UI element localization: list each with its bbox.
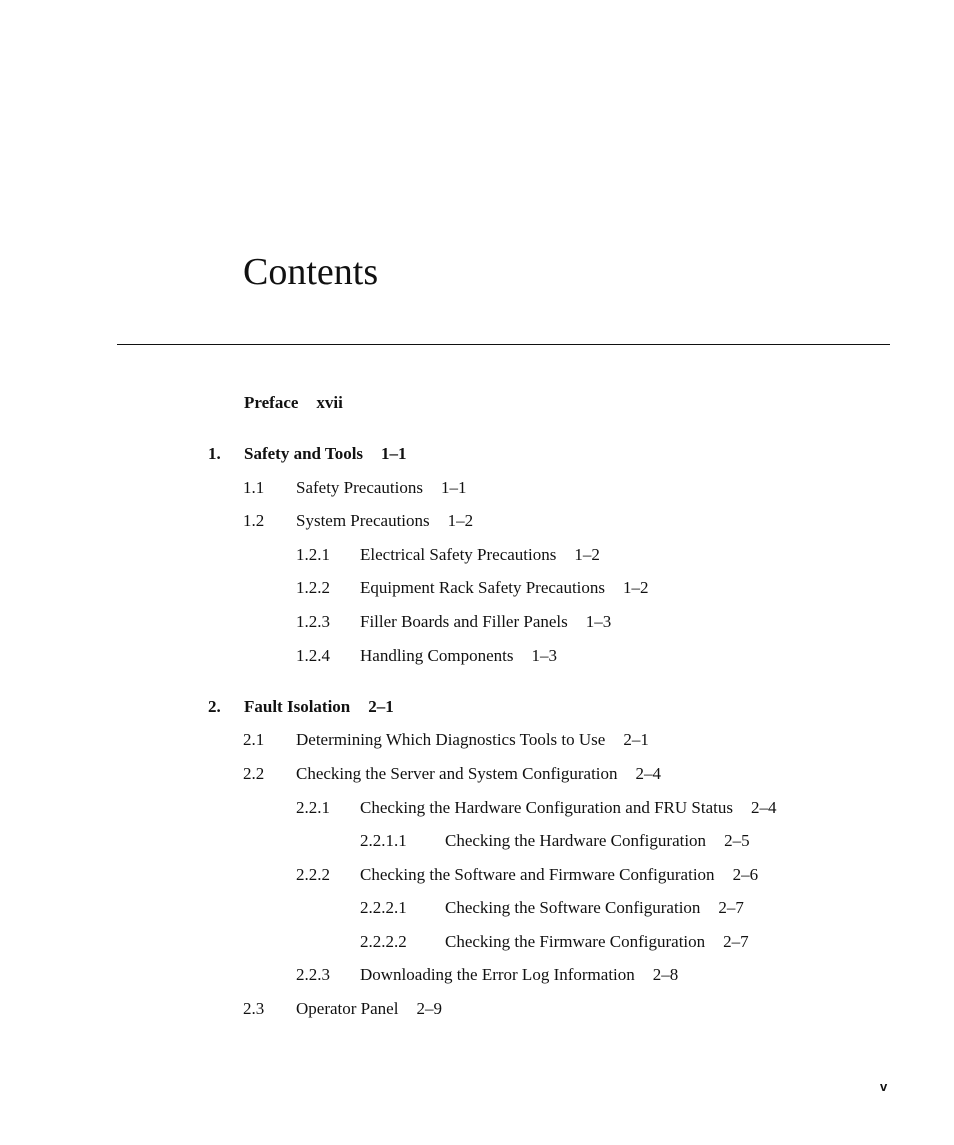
toc-entry-title: Checking the Hardware Configuration bbox=[445, 831, 707, 850]
toc-entry-number: 2.2.3 bbox=[296, 965, 330, 984]
toc-entry-number: 1.2.1 bbox=[296, 545, 330, 564]
toc-entry-title: Checking the Server and System Configuration bbox=[296, 764, 618, 783]
toc-entry-label bbox=[360, 578, 649, 598]
toc-entry-label bbox=[360, 865, 758, 885]
toc-entry-number: 2.2.2.2 bbox=[360, 932, 407, 951]
toc-entry-title: Checking the Hardware Configuration and FRU Status bbox=[360, 798, 733, 817]
toc-entry-page: 1–3 bbox=[585, 612, 612, 631]
toc-entry-page: 2–7 bbox=[718, 898, 744, 917]
toc-entry-page: 2–4 bbox=[751, 798, 777, 817]
page-number: v bbox=[880, 1079, 888, 1094]
toc-entry-label bbox=[360, 545, 600, 565]
toc-entry-page: 1–1 bbox=[441, 478, 467, 497]
toc-entry-label bbox=[445, 831, 750, 851]
toc-entry-title: Electrical Safety Precautions bbox=[360, 545, 557, 564]
toc-entry-number: 1.1 bbox=[243, 478, 265, 497]
toc-entry-label bbox=[360, 798, 777, 818]
toc-entry-title: Downloading the Error Log Information bbox=[360, 965, 635, 984]
toc-entry-label bbox=[296, 764, 661, 784]
toc-entry-number: 2. bbox=[208, 697, 221, 716]
toc-entry-title: System Precautions bbox=[296, 511, 430, 530]
toc-entry-page: 1–3 bbox=[531, 646, 557, 665]
toc-entry-title: Checking the Software and Firmware Configuration bbox=[360, 865, 715, 884]
toc-entry-page: xvii bbox=[316, 393, 343, 412]
toc-entry-number: 2.2.2 bbox=[296, 865, 330, 884]
toc-entry-page: 2–6 bbox=[732, 865, 759, 884]
toc-entry-title: Filler Boards and Filler Panels bbox=[360, 612, 568, 631]
toc-entry-page: 2–9 bbox=[416, 999, 442, 1018]
toc-entry-title: Determining Which Diagnostics Tools to Use bbox=[296, 730, 606, 749]
toc-entry-number: 1.2.2 bbox=[296, 578, 330, 597]
toc-entry-title: Fault Isolation bbox=[244, 697, 351, 716]
toc-entry-number: 2.2 bbox=[243, 764, 265, 783]
toc-entry-label bbox=[445, 898, 744, 918]
toc-entry-title: Equipment Rack Safety Precautions bbox=[360, 578, 606, 597]
toc-entry-number: 2.2.1 bbox=[296, 798, 330, 817]
toc-entry-label bbox=[360, 965, 678, 985]
toc-entry-label bbox=[360, 646, 557, 666]
toc-entry-page: 2–7 bbox=[723, 932, 749, 951]
toc-entry-title: Checking the Software Configuration bbox=[445, 898, 701, 917]
toc-entry-page: 2–5 bbox=[724, 831, 750, 850]
toc-entry-label bbox=[296, 730, 649, 750]
toc-entry-label bbox=[296, 511, 473, 531]
toc-entry-label bbox=[360, 612, 611, 632]
toc-entry-number: 1.2 bbox=[243, 511, 265, 530]
toc-entry-page: 2–4 bbox=[635, 764, 662, 783]
page-title: Contents bbox=[243, 251, 379, 293]
toc-entry-title: Preface bbox=[244, 393, 299, 412]
toc-entry-page: 1–2 bbox=[574, 545, 600, 564]
toc-entry-page: 2–8 bbox=[652, 965, 679, 984]
toc-entry-page: 2–1 bbox=[368, 697, 394, 716]
toc-entry-label bbox=[244, 444, 407, 464]
toc-entry-number: 2.2.1.1 bbox=[360, 831, 407, 850]
toc-entry-title: Safety and Tools bbox=[244, 444, 364, 463]
toc-entry-label bbox=[244, 393, 343, 413]
title-rule bbox=[117, 344, 890, 345]
toc-entry-title: Checking the Firmware Configuration bbox=[445, 932, 706, 951]
toc-entry-page: 1–2 bbox=[447, 511, 474, 530]
toc-entry-label bbox=[296, 478, 467, 498]
toc-entry-page: 1–2 bbox=[623, 578, 649, 597]
toc-entry-title: Operator Panel bbox=[296, 999, 399, 1018]
toc-entry-number: 2.3 bbox=[243, 999, 265, 1018]
toc-entry-label bbox=[244, 697, 394, 717]
toc-entry-number: 2.2.2.1 bbox=[360, 898, 407, 917]
toc-entry-label bbox=[445, 932, 749, 952]
toc-entry-number: 1. bbox=[208, 444, 221, 463]
toc-entry-number: 2.1 bbox=[243, 730, 265, 749]
toc-entry-title: Safety Precautions bbox=[296, 478, 423, 497]
toc-entry-page: 2–1 bbox=[623, 730, 649, 749]
toc-entry-number: 1.2.3 bbox=[296, 612, 330, 631]
toc-entry-number: 1.2.4 bbox=[296, 646, 330, 665]
toc-entry-label bbox=[296, 999, 442, 1019]
toc-entry-title: Handling Components bbox=[360, 646, 514, 665]
toc-entry-page: 1–1 bbox=[381, 444, 407, 463]
